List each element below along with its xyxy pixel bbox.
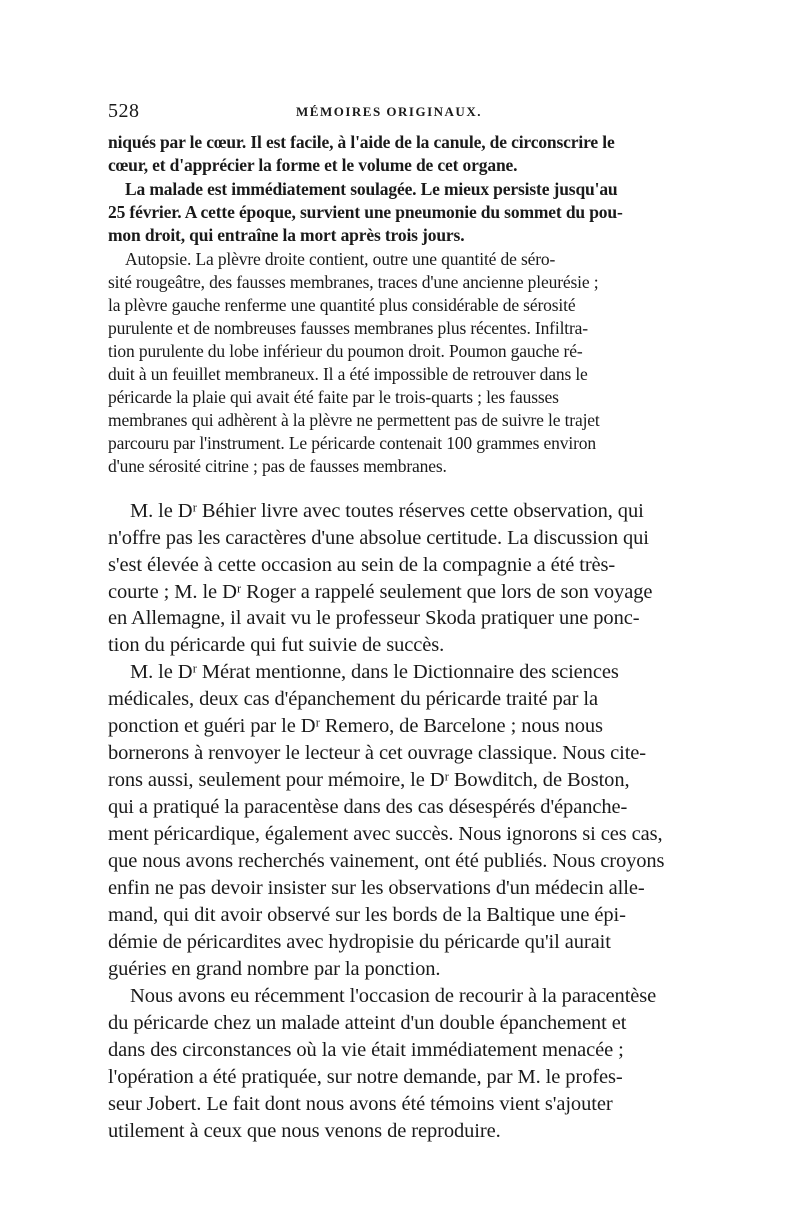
text-line: tion purulente du lobe inférieur du poumon droit. Poumon gauche ré-	[108, 341, 583, 361]
text-line: La malade est immédiatement soulagée. Le mieux persiste jusqu'au	[125, 179, 618, 199]
text-line: qui a pratiqué la paracentèse dans des cas désespérés d'épanche-	[108, 796, 628, 818]
text-line: purulente et de nombreuses fausses membranes plus récentes. Infiltra-	[108, 318, 588, 338]
running-head: MÉMOIRES ORIGINAUX.	[296, 104, 482, 119]
text-line: guéries en grand nombre par la ponction.	[108, 958, 441, 980]
text-line: la plèvre gauche renferme une quantité plus considérable de sérosité	[108, 295, 576, 315]
text-line: en Allemagne, il avait vu le professeur Skoda pratiquer une ponc-	[108, 607, 640, 629]
text-line: l'opération a été pratiquée, sur notre demande, par M. le profes-	[108, 1066, 623, 1088]
text-line: rons aussi, seulement pour mémoire, le Dʳ Bowditch, de Boston,	[108, 769, 630, 791]
text-line: n'offre pas les caractères d'une absolue certitude. La discussion qui	[108, 527, 649, 549]
text-line: d'une sérosité citrine ; pas de fausses membranes.	[108, 456, 447, 476]
text-line: Nous avons eu récemment l'occasion de recourir à la paracentèse	[130, 985, 657, 1007]
text-line: du péricarde chez un malade atteint d'un double épanchement et	[108, 1012, 627, 1034]
text-line: Autopsie. La plèvre droite contient, outre une quantité de séro-	[125, 249, 556, 269]
text-line: tion du péricarde qui fut suivie de succès.	[108, 634, 445, 656]
text-line: sité rougeâtre, des fausses membranes, traces d'une ancienne pleurésie ;	[108, 272, 599, 292]
text-line: membranes qui adhèrent à la plèvre ne permettent pas de suivre le trajet	[108, 410, 600, 430]
text-line: niqués par le cœur. Il est facile, à l'aide de la canule, de circonscrire le	[108, 132, 615, 152]
text-line: utilement à ceux que nous venons de reproduire.	[108, 1120, 501, 1142]
text-line: péricarde la plaie qui avait été faite par le trois-quarts ; les fausses	[108, 387, 559, 407]
text-line: cœur, et d'apprécier la forme et le volume de cet organe.	[108, 155, 518, 175]
text-line: courte ; M. le Dʳ Roger a rappelé seulement que lors de son voyage	[108, 581, 653, 603]
text-line: mand, qui dit avoir observé sur les bords de la Baltique une épi-	[108, 904, 626, 926]
text-line: seur Jobert. Le fait dont nous avons été témoins vient s'ajouter	[108, 1093, 613, 1115]
text-line: 25 février. A cette époque, survient une pneumonie du sommet du pou-	[108, 202, 623, 222]
text-line: parcouru par l'instrument. Le péricarde contenait 100 grammes environ	[108, 433, 596, 453]
text-line: dans des circonstances où la vie était immédiatement menacée ;	[108, 1039, 624, 1061]
text-line: bornerons à renvoyer le lecteur à cet ouvrage classique. Nous cite-	[108, 742, 647, 764]
text-line: M. le Dʳ Béhier livre avec toutes réserves cette observation, qui	[130, 500, 644, 522]
text-line: démie de péricardites avec hydropisie du péricarde qu'il aurait	[108, 931, 611, 953]
text-line: ment péricardique, également avec succès. Nous ignorons si ces cas,	[108, 823, 663, 845]
text-line: duit à un feuillet membraneux. Il a été impossible de retrouver dans le	[108, 364, 588, 384]
text-line: que nous avons recherchés vainement, ont été publiés. Nous croyons	[108, 850, 665, 872]
text-line: M. le Dʳ Mérat mentionne, dans le Dictionnaire des sciences	[130, 661, 619, 683]
text-line: s'est élevée à cette occasion au sein de la compagnie a été très-	[108, 554, 616, 576]
text-line: enfin ne pas devoir insister sur les observations d'un médecin alle-	[108, 877, 645, 899]
text-line: médicales, deux cas d'épanchement du péricarde traité par la	[108, 688, 599, 710]
text-line: ponction et guéri par le Dʳ Remero, de Barcelone ; nous nous	[108, 715, 603, 737]
text-line: mon droit, qui entraîne la mort après trois jours.	[108, 225, 465, 245]
page-number: 528	[108, 100, 140, 122]
page-header	[108, 100, 688, 124]
